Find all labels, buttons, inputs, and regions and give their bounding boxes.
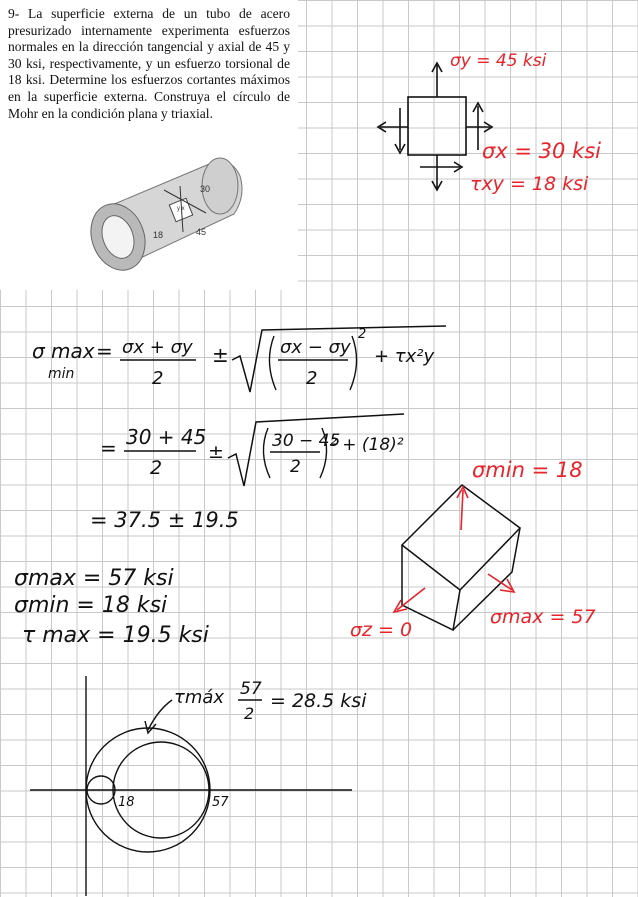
note-sigma-y: σy = 45 ksi (450, 51, 547, 71)
step1-num: 30 + 45 (126, 425, 207, 449)
cube-sigma-min: σmin = 18 (472, 458, 583, 482)
note-tau-xy: τxy = 18 ksi (470, 173, 589, 195)
mohr-label-57: 57 (212, 795, 229, 810)
formula-substituted (90, 414, 404, 532)
mohr-diagram (30, 676, 367, 896)
formula-root-den: 2 (306, 368, 318, 389)
pipe-figure (82, 158, 242, 278)
result-tau-max: τ max = 19.5 ksi (22, 623, 209, 648)
mohr-label-18: 18 (118, 795, 135, 810)
mohr-tau-value: = 28.5 ksi (270, 690, 367, 712)
step1-den: 2 (150, 457, 163, 479)
cube-notes (350, 458, 596, 641)
step1-equals: = (100, 436, 117, 460)
mohr-tau-label: τmáx (174, 687, 225, 708)
result-sigma-max: σmax = 57 ksi (14, 566, 174, 591)
stress-element (378, 63, 492, 190)
step1-root-tail: ² + (18)² (330, 435, 404, 455)
mohr-frac-num: 57 (240, 679, 262, 699)
formula-mean-den: 2 (152, 368, 164, 389)
formula-pm: ± (212, 343, 229, 367)
result-sigma-min: σmin = 18 ksi (14, 593, 168, 618)
formula-root-tail: + τx²y (374, 346, 435, 367)
note-sigma-x: σx = 30 ksi (482, 139, 602, 163)
formula-mean-num: σx + σy (122, 337, 193, 358)
cube-arrows (394, 487, 514, 612)
figure-label-element: y x (177, 206, 185, 212)
formula-lhs: σ max (32, 339, 95, 363)
formula-lhs-sub: min (48, 366, 75, 382)
figure-label-axial: 30 (200, 184, 211, 194)
problem-statement: 9- La superficie externa de un tubo de acero presurizado internamente experimenta esfuerzos normales en la dirección tangencial y axial de 45 y 30 ksi, respectivamente, y un esfuerzo torsional de 18 ksi. Determine los esfuerzos cortantes máximos en la superficie externa. Construya el círculo de Mohr en la condición plana y triaxial. (8, 6, 290, 121)
step1-pm: ± (208, 441, 224, 463)
formula-general (32, 326, 446, 392)
figure-label-shear: 18 (153, 230, 164, 240)
figure-label-tangential: 45 (196, 227, 207, 237)
step1-root-den: 2 (290, 457, 301, 477)
formula-root-num: σx − σy (280, 337, 351, 358)
cube-sigma-z: σz = 0 (350, 619, 413, 641)
step2-result: = 37.5 ± 19.5 (90, 508, 239, 532)
formula-root-exp: 2 (358, 327, 367, 342)
mohr-frac-den: 2 (244, 704, 255, 723)
step1-root-num: 30 − 45 (272, 431, 341, 451)
results (14, 566, 209, 648)
cube-sigma-max: σmax = 57 (490, 606, 596, 628)
formula-equals: = (96, 339, 113, 363)
